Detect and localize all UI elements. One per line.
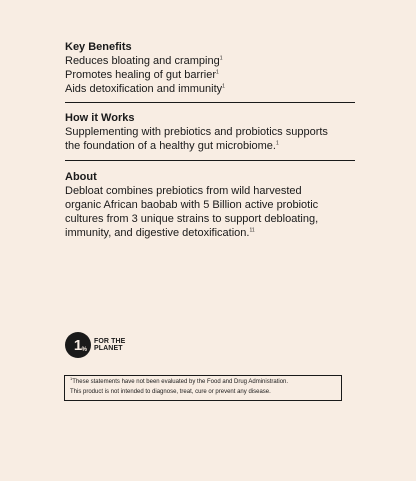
- one-percent-for-the-planet-logo: [65, 332, 125, 358]
- about-heading: About: [65, 171, 97, 183]
- about-text: cultures from 3 unique strains to support debloating,: [65, 213, 319, 225]
- key-benefits-heading: Key Benefits: [65, 41, 132, 53]
- about-text-end: immunity, and digestive detoxification.: [65, 227, 250, 239]
- footnote-marker: 1: [222, 83, 225, 90]
- footnote-marker: 11: [249, 227, 255, 234]
- footnote-marker: 1: [70, 376, 73, 381]
- how-it-works-text: Supplementing with prebiotics and probiotics supports: [65, 126, 328, 138]
- footnote-marker: 1: [219, 55, 223, 62]
- disclaimer-line: [70, 378, 336, 388]
- product-info: [65, 40, 355, 240]
- how-it-works-text-end: the foundation of a healthy gut microbiome.: [65, 140, 276, 152]
- fda-disclaimer-box: [64, 375, 342, 401]
- logo-line: PLANET: [94, 345, 123, 352]
- how-it-works-text: [65, 139, 355, 153]
- benefit-item: [65, 82, 355, 96]
- about-section: [65, 170, 355, 240]
- benefit-item: [65, 54, 355, 68]
- disclaimer-line: This product is not intended to diagnose, treat, cure or prevent any disease.: [70, 388, 271, 395]
- logo-line: FOR THE: [94, 338, 126, 345]
- benefit-text: Reduces bloating and cramping: [65, 55, 220, 67]
- section-divider: [65, 102, 355, 103]
- how-it-works-heading: How it Works: [65, 112, 135, 124]
- logo-wordmark: [94, 338, 125, 352]
- section-divider: [65, 160, 355, 161]
- logo-percent: %: [81, 347, 87, 353]
- benefit-text: Aids detoxification and immunity: [65, 83, 223, 95]
- about-text: [65, 226, 355, 240]
- benefit-text: Promotes healing of gut barrier: [65, 69, 217, 81]
- benefit-item: [65, 68, 355, 82]
- disclaimer-text: These statements have not been evaluated by the Food and Drug Administration.: [72, 379, 289, 385]
- footnote-marker: 1: [216, 69, 219, 76]
- key-benefits-section: [65, 40, 355, 96]
- logo-number: 1: [73, 336, 83, 354]
- how-it-works-section: [65, 111, 355, 153]
- about-text: organic African baobab with 5 Billion active probiotic: [65, 199, 319, 211]
- footnote-marker: 1: [275, 140, 279, 147]
- logo-circle-icon: [65, 332, 91, 358]
- about-text: Debloat combines prebiotics from wild harvested: [65, 185, 302, 197]
